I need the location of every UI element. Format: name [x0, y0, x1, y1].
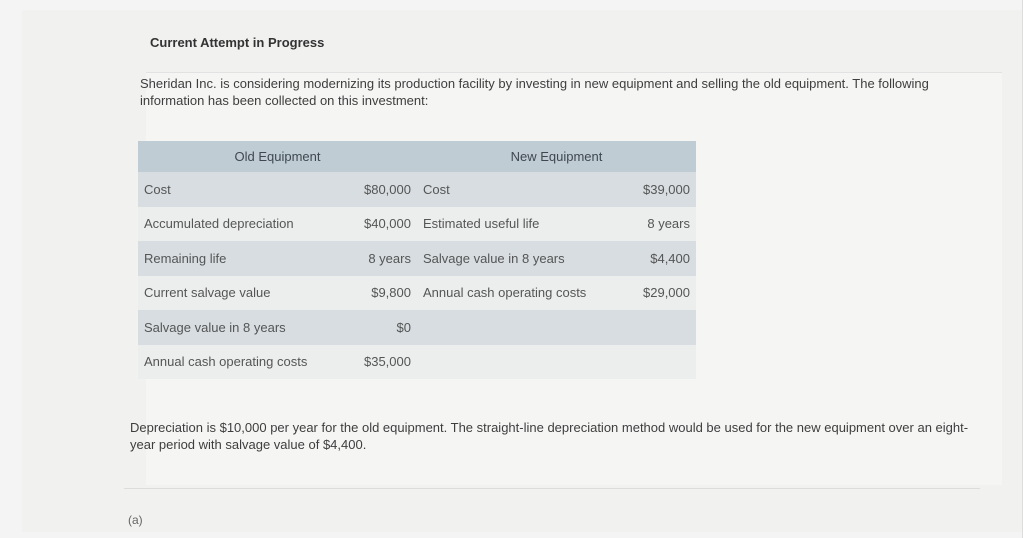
- old-label-cell: Cost: [138, 172, 347, 207]
- table-row: [138, 207, 696, 242]
- new-label-cell: [417, 310, 626, 345]
- old-value-cell: $35,000: [347, 345, 417, 380]
- old-value-cell: $80,000: [347, 172, 417, 207]
- new-value-cell: $39,000: [626, 172, 696, 207]
- table-row: [138, 241, 696, 276]
- new-label-cell: Cost: [417, 172, 626, 207]
- problem-intro: Sheridan Inc. is considering modernizing its production facility by investing in new equipment and selling the old equipment. The following information has been collected on this investment:: [140, 76, 929, 108]
- page-title: Current Attempt in Progress: [150, 35, 325, 50]
- old-label-cell: Salvage value in 8 years: [138, 310, 347, 345]
- new-label-cell: Salvage value in 8 years: [417, 241, 626, 276]
- new-label-cell: [417, 345, 626, 380]
- old-value-cell: $0: [347, 310, 417, 345]
- table-row: [138, 276, 696, 311]
- depreciation-note: Depreciation is $10,000 per year for the old equipment. The straight-line depreciation method would be used for the new equipment over an eight-year period with salvage value of $4,400.: [130, 420, 969, 452]
- new-label-cell: Annual cash operating costs: [417, 276, 626, 311]
- old-label-cell: Accumulated depreciation: [138, 207, 347, 242]
- table-row: [138, 172, 696, 207]
- table-row: [138, 345, 696, 380]
- new-label-cell: Estimated useful life: [417, 207, 626, 242]
- new-value-cell: 8 years: [626, 207, 696, 242]
- old-label-cell: Annual cash operating costs: [138, 345, 347, 380]
- section-divider: [124, 488, 980, 489]
- new-value-cell: $29,000: [626, 276, 696, 311]
- old-value-cell: $9,800: [347, 276, 417, 311]
- old-label-cell: Current salvage value: [138, 276, 347, 311]
- new-equipment-heading: New Equipment: [417, 141, 696, 172]
- old-label-cell: Remaining life: [138, 241, 347, 276]
- new-value-cell: [626, 310, 696, 345]
- new-value-cell: $4,400: [626, 241, 696, 276]
- old-value-cell: $40,000: [347, 207, 417, 242]
- table-header-row: [138, 141, 696, 172]
- old-equipment-heading: Old Equipment: [138, 141, 417, 172]
- table-row: [138, 310, 696, 345]
- new-value-cell: [626, 345, 696, 380]
- old-value-cell: 8 years: [347, 241, 417, 276]
- part-a-label: (a): [128, 513, 143, 527]
- equipment-table: [138, 141, 696, 379]
